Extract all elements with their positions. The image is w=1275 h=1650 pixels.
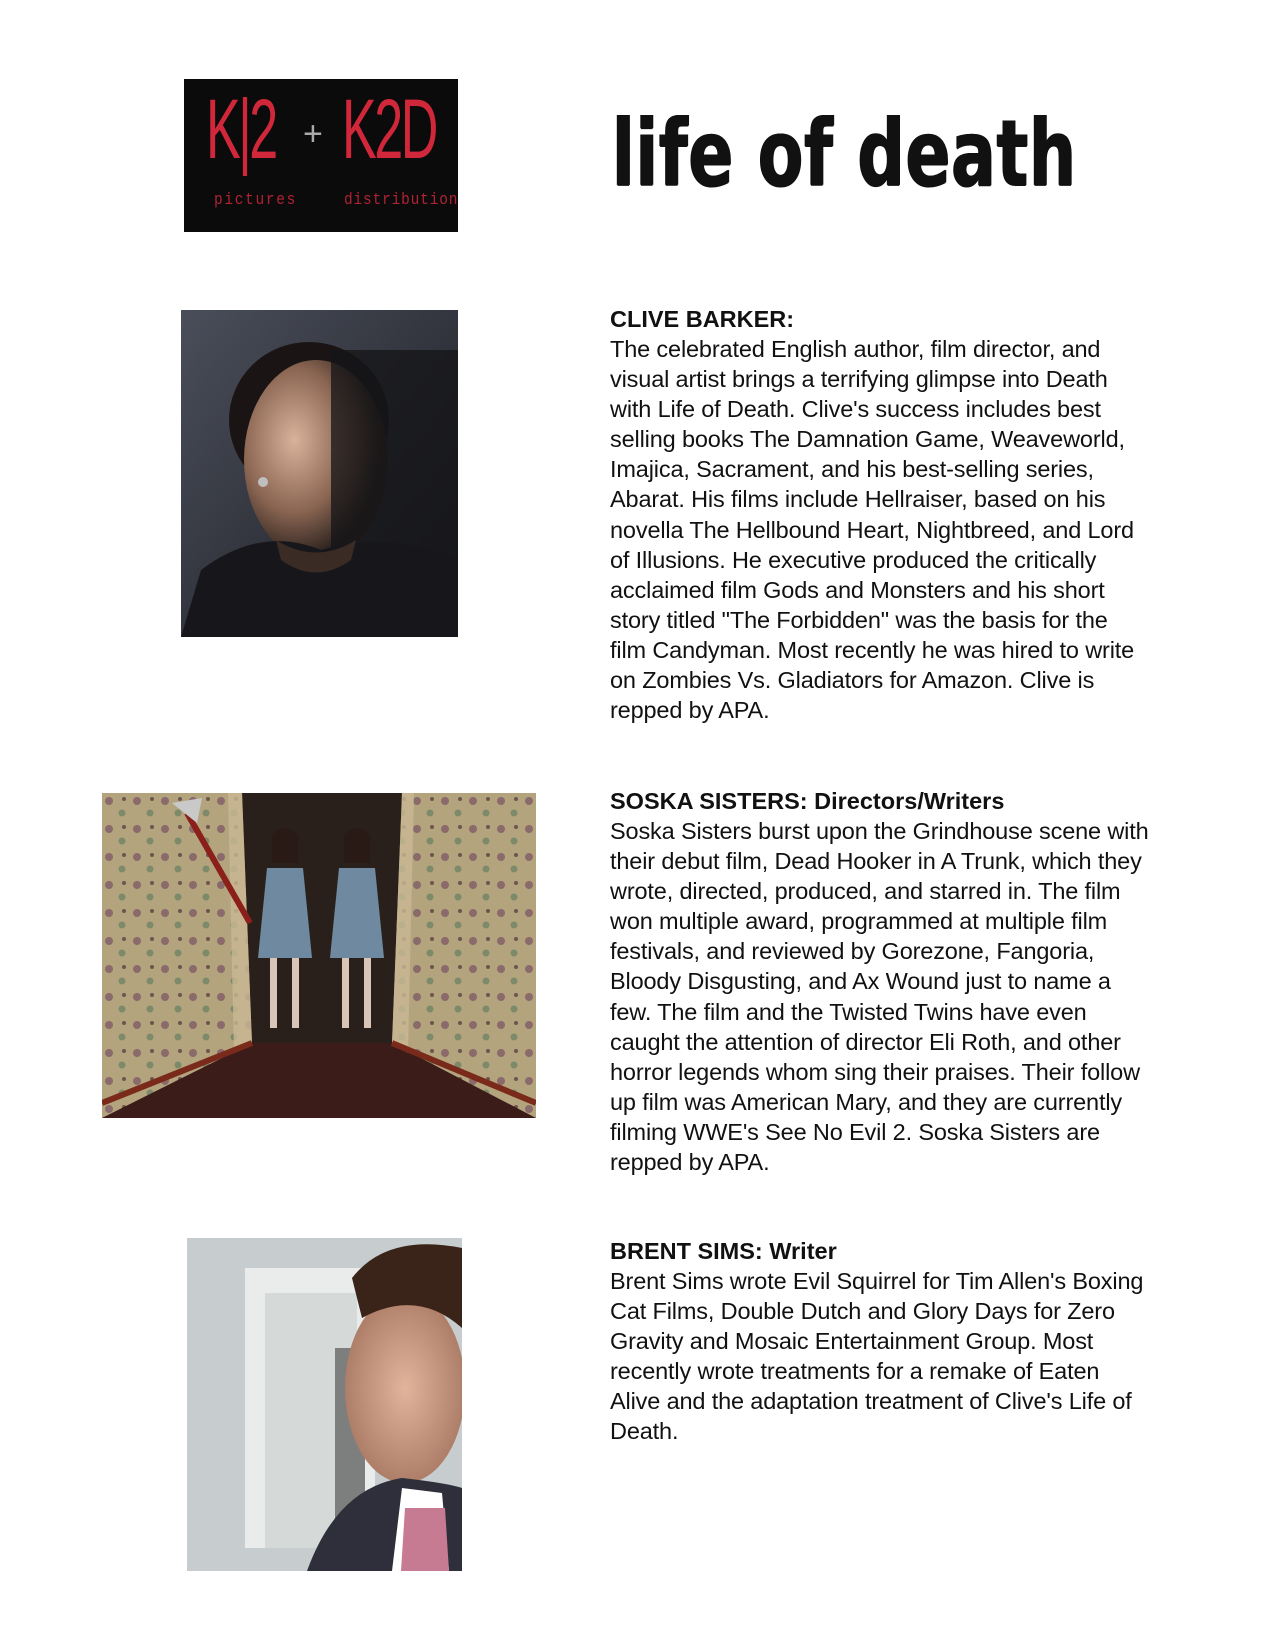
bio-clive-barker — [610, 304, 1150, 725]
logo-plus: + — [303, 115, 323, 153]
bio-text: Brent Sims wrote Evil Squirrel for Tim Allen's Boxing Cat Films, Double Dutch and Glory Days for Zero Gravity and Mosaic Entertainment Group. Most recently wrote treatments for a remake of Eaten Alive and the adaptation treatment of Clive's Life of Death. — [610, 1268, 1144, 1445]
bio-heading: BRENT SIMS: Writer — [610, 1238, 837, 1264]
page-title: life of death — [612, 100, 1077, 207]
bio-heading: CLIVE BARKER: — [610, 306, 795, 332]
logo-distribution-label: distribution — [344, 191, 459, 210]
logo-k2-mark: K|2 — [206, 82, 276, 176]
brent-sims-photo — [187, 1238, 462, 1571]
logo-pictures-label: pictures — [214, 191, 297, 210]
soska-sisters-photo — [102, 793, 536, 1118]
bio-text: The celebrated English author, film director, and visual artist brings a terrifying glimpse into Death with Life of Death. Clive's success includes best selling books The Damnation Game, Weaveworld, Imajica, Sacrament, and his best-selling series, Abarat. His films include Hellraiser, based on his novella The Hellbound Heart, Nightbreed, and Lord of Illusions. He executive produced the critically acclaimed film Gods and Monsters and his short story titled "The Forbidden" was the basis for the film Candyman. Most recently he was hired to write on Zombies Vs. Gladiators for Amazon. Clive is repped by APA. — [610, 336, 1135, 724]
company-logo — [184, 79, 458, 232]
bio-brent-sims — [610, 1236, 1150, 1447]
bio-heading: SOSKA SISTERS: Directors/Writers — [610, 788, 1005, 814]
bio-text: Soska Sisters burst upon the Grindhouse scene with their debut film, Dead Hooker in A Trunk, which they wrote, directed, produced, and starred in. The film won multiple award, programmed at multiple film festivals, and reviewed by Gorezone, Fangoria, Bloody Disgusting, and Ax Wound just to name a few. The film and the Twisted Twins have even caught the attention of director Eli Roth, and other horror legends whom sing their praises. Their follow up film was American Mary, and they are currently filming WWE's See No Evil 2. Soska Sisters are repped by APA. — [610, 818, 1149, 1176]
clive-barker-photo — [181, 310, 458, 637]
logo-k2d-mark: K2D — [342, 82, 436, 176]
bio-soska-sisters — [610, 786, 1150, 1177]
